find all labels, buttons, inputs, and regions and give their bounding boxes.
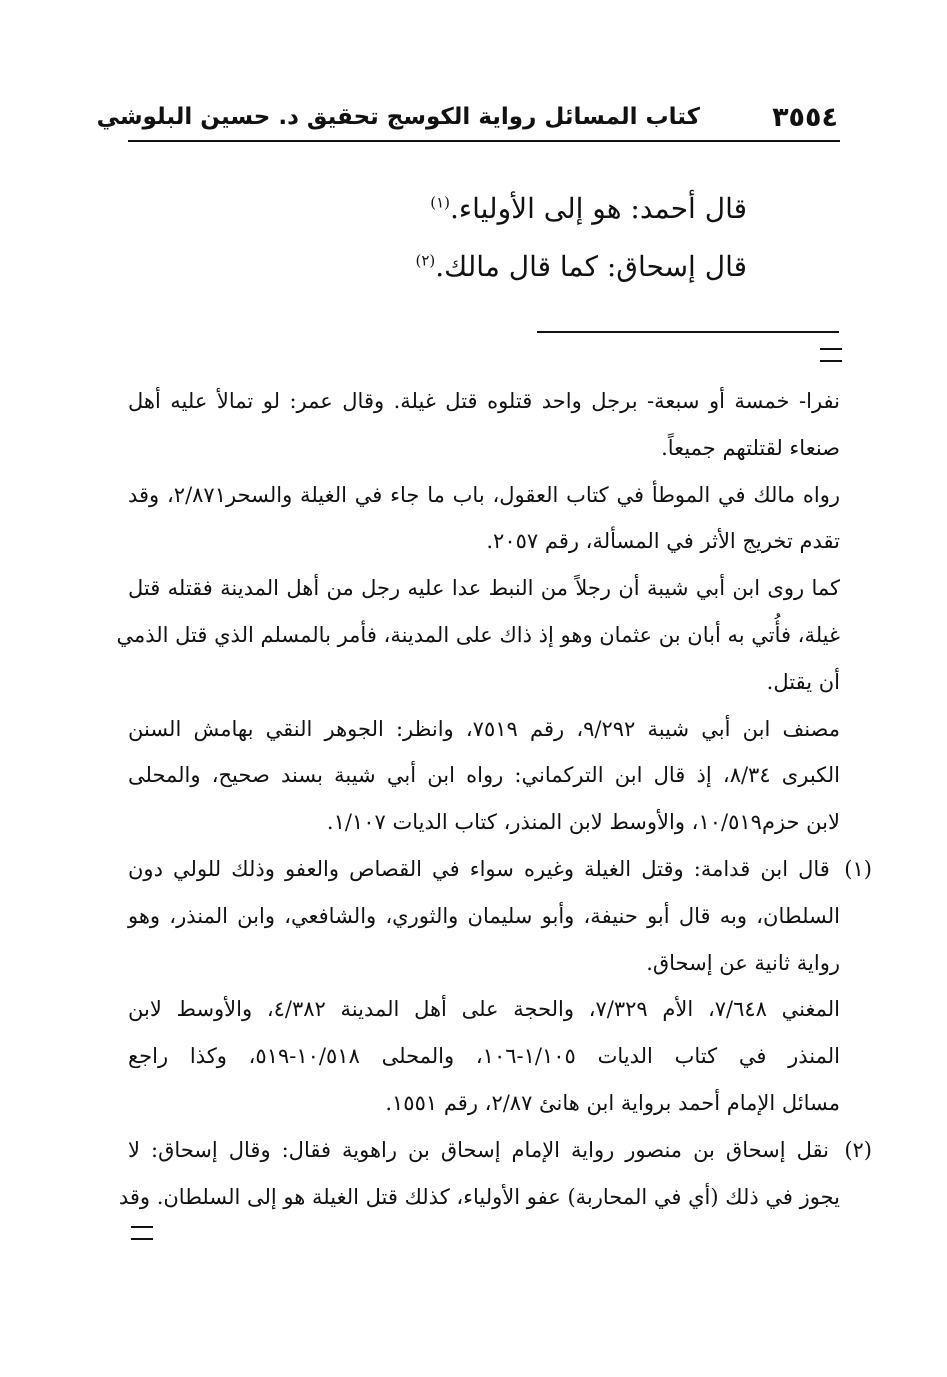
footnote-line: الكبرى ٨/٣٤، إذ قال ابن التركماني: رواه ابن أبي شيبة بسند صحيح، والمحلى <box>128 763 841 788</box>
footnote-number-1: (١) <box>844 856 872 881</box>
continuation-mark-top <box>820 348 842 362</box>
footnote-ref-2: (٢) <box>415 251 436 270</box>
footnote-1-first-line <box>128 846 872 893</box>
page-header <box>96 100 840 142</box>
running-title: كتاب المسائل رواية الكوسج تحقيق د. حسين البلوشي <box>96 104 700 130</box>
footnote-line: نفرا- خمسة أو سبعة- برجل واحد قتلوه قتل غيلة. وقال عمر: لو تمالأ عليه أهل <box>128 389 840 413</box>
footnote-line: رواه مالك في الموطأ في كتاب العقول، باب ما جاء في الغيلة والسحر٢/٨٧١، وقد <box>128 482 840 507</box>
footnote-line: السلطان، وبه قال أبو حنيفة، وأبو سليمان والثوري، والشافعي، وابن المنذر، وهو <box>128 903 840 928</box>
main-line-ahmad <box>187 180 747 238</box>
footnote-line: كما روى ابن أبي شيبة أن رجلاً من النبط عدا عليه رجل من أهل المدينة فقتله قتل <box>128 576 840 601</box>
footnote-line: نقل إسحاق بن منصور رواية الإمام إسحاق بن راهوية فقال: وقال إسحاق: لا <box>128 1137 829 1162</box>
main-line-text: قال أحمد: هو إلى الأولياء. <box>450 192 747 225</box>
footnote-line: قال ابن قدامة: وقتل الغيلة وغيره سواء في القصاص والعفو وذلك للولي دون <box>128 856 830 881</box>
footnote-line: صنعاء لقتلتهم جميعاً. <box>661 435 840 460</box>
footnote-line: المنذر في كتاب الديات ١/١٠٥-١٠٦، والمحلى ١٠/٥١٨-٥١٩، وكذا راجع <box>128 1044 841 1069</box>
footnote-line: يجوز في ذلك (أي في المحاربة) عفو الأولياء، كذلك قتل الغيلة هو إلى السلطان. وقد <box>118 1184 840 1209</box>
footnote-line: غيلة، فأُتي به أبان بن عثمان وهو إذ ذاك على المدينة، فأمر بالمسلم الذي قتل الذمي <box>116 622 840 647</box>
continuation-mark-bottom <box>131 1226 153 1240</box>
footnote-line: تقدم تخريج الأثر في المسألة، رقم ٢٠٥٧. <box>486 529 840 554</box>
footnote-line: أن يقتل. <box>766 669 840 694</box>
footnote-line: مسائل الإمام أحمد برواية ابن هانئ ٢/٨٧، رقم ١٥٥١. <box>385 1090 840 1115</box>
footnote-line: رواية ثانية عن إسحاق. <box>646 950 840 975</box>
footnote-2-first-line <box>128 1127 872 1174</box>
footnote-separator <box>537 331 839 333</box>
footnotes <box>116 378 872 1220</box>
footnote-line: لابن حزم١٠/٥١٩، والأوسط لابن المنذر، كتاب الديات ١/١٠٧. <box>326 810 840 835</box>
footnote-line: المغني ٧/٦٤٨، الأم ٧/٣٢٩، والحجة على أهل المدينة ٤/٣٨٢، والأوسط لابن <box>128 997 840 1022</box>
main-line-ishaq <box>187 238 747 296</box>
footnote-line: مصنف ابن أبي شيبة ٩/٢٩٢، رقم ٧٥١٩، وانظر: الجوهر النقي بهامش السنن <box>128 716 840 741</box>
main-text <box>187 180 747 296</box>
footnote-ref-1: (١) <box>430 193 450 212</box>
footnote-number-2: (٢) <box>844 1137 872 1162</box>
page-number: ٣٥٥٤ <box>772 102 838 133</box>
main-line-text: قال إسحاق: كما قال مالك. <box>435 250 747 283</box>
